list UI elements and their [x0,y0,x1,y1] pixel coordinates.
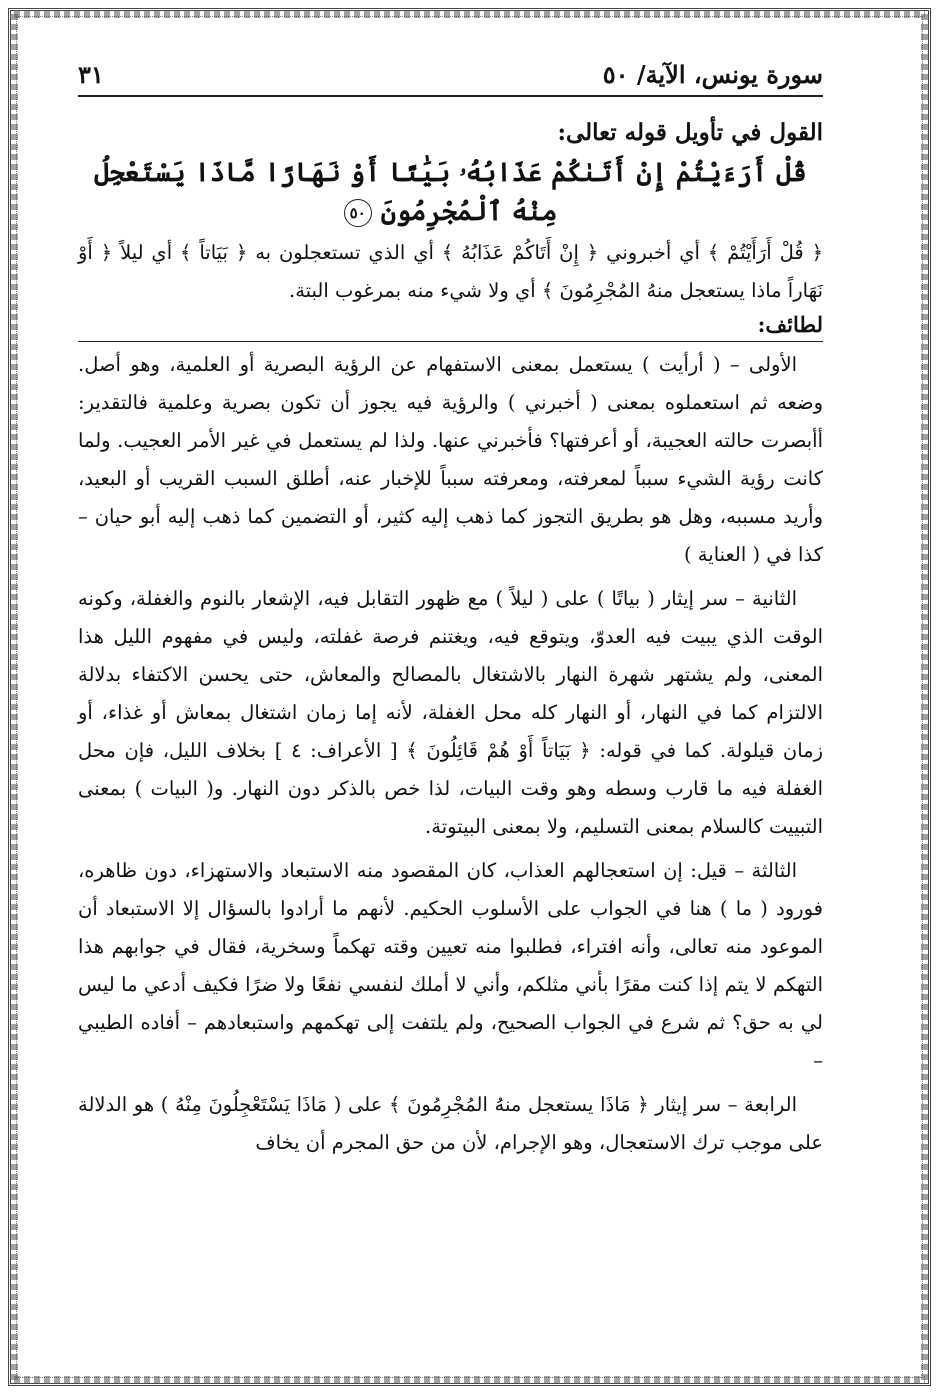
border-ornament-left [10,14,18,1380]
page-header [78,60,823,97]
point-second: الثانية – سر إيثار ( بياتًا ) على ( ليلاً ) مع ظهور التقابل فيه، الإشعار بالنوم والغفلة، وكونه الوقت الذي يبيت فيه العدوّ، ويتوقع فيه، ويغتنم فرصة غفلته، وليس في مفهوم الليل هذا المعنى، ولم يشتهر شهرة النهار بالاشتغال بالمصالح والمعاش، حتى يحسن الاكتفاء بدلالة الالتزام كما في النهار، أو النهار كله محل الغفلة، لأنه إما زمان اشتغال بمعاش أو غذاء، أو زمان قيلولة. كما في قوله: ﴿ بَيَاتاً أَوْ هُمْ قَائِلُونَ ﴾ [ الأعراف: ٤ ] بخلاف الليل، فإن محل الغفلة فيه ما قارب وسطه وهو وقت البيات، لذا خص بالذكر دون النهار. و( البيات ) بمعنى التبييت كالسلام بمعنى التسليم، ولا بمعنى البيتوتة. [78,587,823,838]
border-ornament-bottom [14,1376,925,1384]
point-fourth: الرابعة – سر إيثار ﴿ مَاذَا يستعجل منهُ المُجْرِمُونَ ﴾ على ( مَاذَا يَسْتَعْجِلُونَ مِنْهُ ) هو الدلالة على موجب ترك الاستعجال، وهو الإجرام، لأن من حق المجرم أن يخاف [78,1093,823,1154]
page-content [78,60,823,1162]
quran-verse [78,154,823,232]
point-third: الثالثة – قيل: إن استعجالهم العذاب، كان المقصود منه الاستبعاد والاستهزاء، دون ظاهره، فورود ( ما ) هنا في الجواب على الأسلوب الحكيم. لأنهم ما أرادوا بالسؤال إلا الاستبعاد أن الموعود منه تعالى، وأنه افتراء، فطلبوا منه تعيين وقته تهكماً وسخرية، فقال في جوابهم هذا التهكم لا يتم إذا كنت مقرًا بأني مثلكم، وأني لا أملك لنفسي نفعًا ولا ضرًا فكيف أدعي ما ليس لي به حق؟ ثم شرع في الجواب الصحيح، ولم يلتفت إلى تهكمهم واستبعادهم – أفاده الطيبي – [78,859,823,1072]
section-divider [78,341,823,342]
border-ornament-top [14,10,925,18]
verse-number-marker: ٥٠ [344,199,372,227]
point-first: الأولى – ( أرأيت ) يستعمل بمعنى الاستفهام عن الرؤية البصرية أو العلمية، وهو أصل. وضعه ثم استعملوه بمعنى ( أخبرني ) والرؤية فيه يجوز أن تكون بصرية وعلمية فالتقدير: أأبصرت حالته العجيبة، أو أعرفتها؟ فأخبرني عنها. ولذا لم يستعمل في غير الأمر العجيب. ولما كانت رؤية الشيء سبباً لمعرفته، ومعرفته سبباً للإخبار عنه، أطلق السبب القريب أو البعيد، وأريد مسببه، وهل هو بطريق التجوز كما ذهب إليه كثير، أو التضمين كما ذهب إليه أبو حيان – كذا في ( العناية ) [78,353,823,566]
section-heading: القول في تأويل قوله تعالى: [557,119,823,146]
page-number: ٣١ [78,60,104,89]
surah-verse-label: سورة يونس، الآية/ ٥٠ [602,60,823,89]
verse-explanation: ﴿ قُلْ أَرَأَيْتُمْ ﴾ أي أخبروني ﴿ إِنْ أَتَاكُمْ عَذَابُهُ ﴾ أي الذي تستعجلون به ﴿ بَيَاتاً ﴾ أي ليلاً ﴿ أَوْ نَهَاراً ماذا يستعجل منهُ المُجْرِمُونَ ﴾ أي ولا شيء منه بمرغوب البتة. [78,241,823,302]
border-ornament-right [921,14,929,1380]
verse-text: قُلْ أَرَءَيْتُمْ إِنْ أَتَىٰكُمْ عَذَابُهُۥ بَيَٰتًا أَوْ نَهَارًا مَّاذَا يَسْتَعْجِلُ مِنْهُ ٱلْمُجْرِمُونَ [94,158,807,227]
lataif-heading: لطائف: [757,312,823,337]
